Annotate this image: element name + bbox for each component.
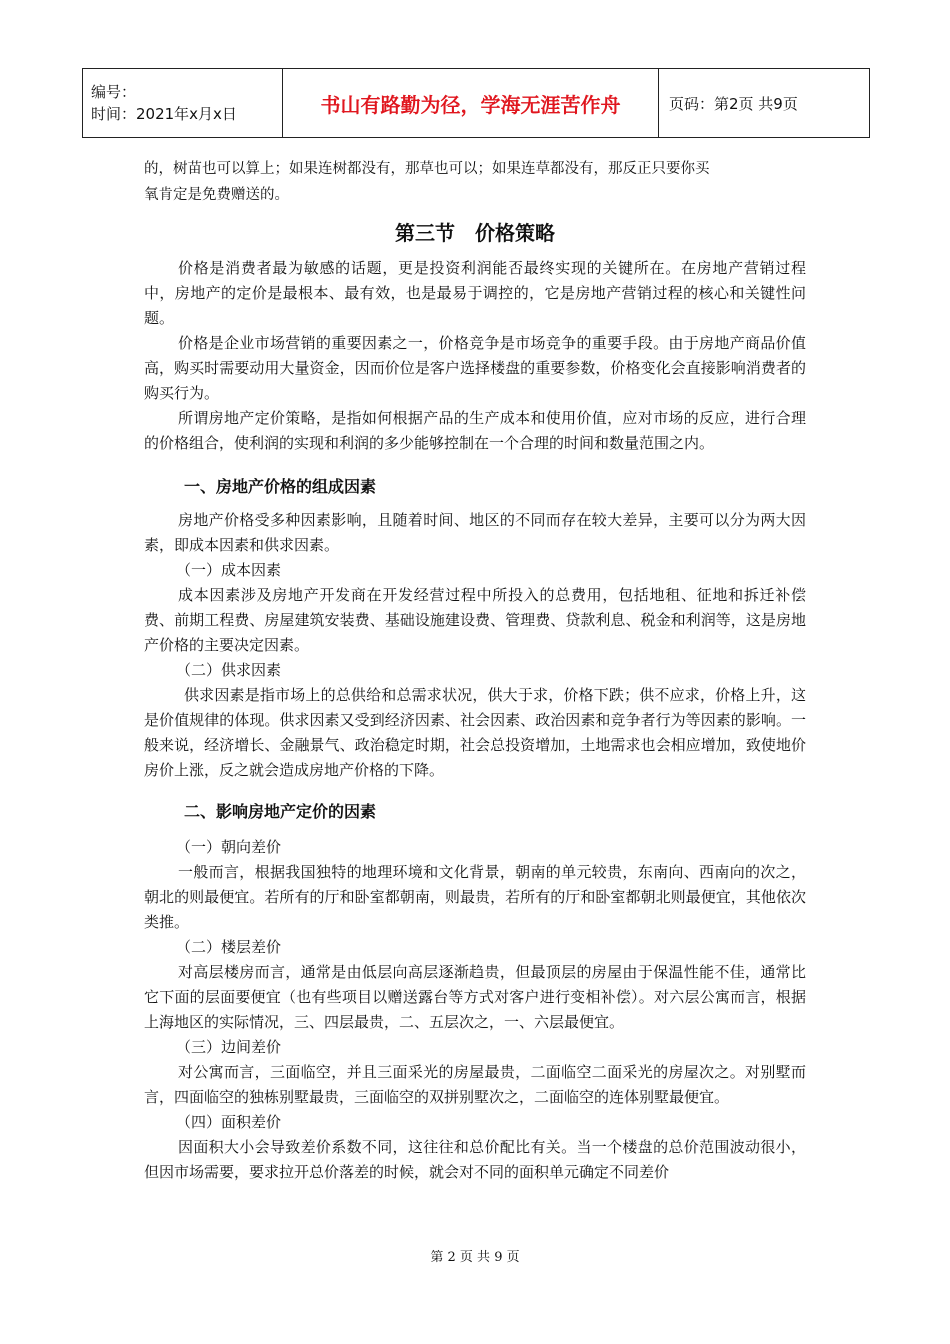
paragraph: 价格是企业市场营销的重要因素之一，价格竞争是市场竞争的重要手段。由于房地产商品价值高，购买时需要动用大量资金，因而价位是客户选择楼盘的重要参数，价格变化会直接影响消费者的购买行为。 bbox=[144, 334, 806, 402]
header-motto: 书山有路勤为径，学海无涯苦作舟 bbox=[283, 69, 659, 137]
subheading-cost: （一）成本因素 bbox=[176, 561, 282, 579]
subheading-area: （四）面积差价 bbox=[176, 1113, 282, 1131]
paragraph: 对公寓而言，三面临空，并且三面采光的房屋最贵，二面临空二面采光的房屋次之。对别墅而言，四面临空的独栋别墅最贵，三面临空的双拼别墅次之，二面临空的连体别墅最便宜。 bbox=[144, 1063, 806, 1106]
subheading-corner: （三）边间差价 bbox=[176, 1038, 282, 1056]
document-date: 时间：2021年x月x日 bbox=[91, 105, 237, 123]
intro-line-1: 的，树苗也可以算上；如果连树都没有，那草也可以；如果连草都没有，那反正只要你买 bbox=[144, 161, 710, 177]
paragraph: 价格是消费者最为敏感的话题，更是投资利润能否最终实现的关键所在。在房地产营销过程中，房地产的定价是最根本、最有效，也是最易于调控的，它是房地产营销过程的核心和关键性问题。 bbox=[144, 259, 806, 327]
subheading-supply-demand: （二）供求因素 bbox=[176, 661, 282, 679]
paragraph: 因面积大小会导致差价系数不同，这往往和总价配比有关。当一个楼盘的总价范围波动很小，但因市场需要，要求拉开总价落差的时候，就会对不同的面积单元确定不同差价 bbox=[144, 1138, 806, 1181]
paragraph: 对高层楼房而言，通常是由低层向高层逐渐趋贵，但最顶层的房屋由于保温性能不佳，通常比它下面的层面要便宜（也有些项目以赠送露台等方式对客户进行变相补偿）。对六层公寓而言，根据上海地区的实际情况，三、四层最贵，二、五层次之，一、六层最便宜。 bbox=[144, 963, 806, 1031]
page-header bbox=[82, 68, 870, 138]
paragraph: 所谓房地产定价策略，是指如何根据产品的生产成本和使用价值，应对市场的反应，进行合理的价格组合，使利润的实现和利润的多少能够控制在一个合理的时间和数量范围之内。 bbox=[144, 409, 806, 452]
document-body bbox=[144, 156, 806, 1185]
header-page-number: 页码：第2页 共9页 bbox=[669, 94, 798, 113]
section-title: 第三节 价格策略 bbox=[395, 221, 555, 245]
paragraph: 房地产价格受多种因素影响，且随着时间、地区的不同而存在较大差异，主要可以分为两大因素，即成本因素和供求因素。 bbox=[144, 511, 806, 554]
subheading-floor: （二）楼层差价 bbox=[176, 938, 282, 956]
intro-line-2: 氧肯定是免费赠送的。 bbox=[144, 187, 289, 203]
page-footer: 第 2 页 共 9 页 bbox=[430, 1250, 520, 1265]
document-number: 编号： bbox=[91, 83, 137, 101]
paragraph: 成本因素涉及房地产开发商在开发经营过程中所投入的总费用，包括地租、征地和拆迁补偿费、前期工程费、房屋建筑安装费、基础设施建设费、管理费、贷款利息、税金和利润等，这是房地产价格的主要决定因素。 bbox=[144, 586, 806, 654]
part2-heading: 二、影响房地产定价的因素 bbox=[184, 802, 377, 821]
part1-heading: 一、房地产价格的组成因素 bbox=[184, 477, 377, 496]
paragraph: 供求因素是指市场上的总供给和总需求状况，供大于求，价格下跌；供不应求，价格上升，这是价值规律的体现。供求因素又受到经济因素、社会因素、政治因素和竞争者行为等因素的影响。一般来说，经济增长、金融景气、政治稳定时期，社会总投资增加，土地需求也会相应增加，致使地价房价上涨，反之就会造成房地产价格的下降。 bbox=[144, 686, 806, 779]
subheading-orientation: （一）朝向差价 bbox=[176, 838, 282, 856]
paragraph: 一般而言，根据我国独特的地理环境和文化背景，朝南的单元较贵，东南向、西南向的次之，朝北的则最便宜。若所有的厅和卧室都朝南，则最贵，若所有的厅和卧室都朝北则最便宜，其他依次类推。 bbox=[144, 863, 806, 931]
header-meta bbox=[83, 69, 283, 137]
